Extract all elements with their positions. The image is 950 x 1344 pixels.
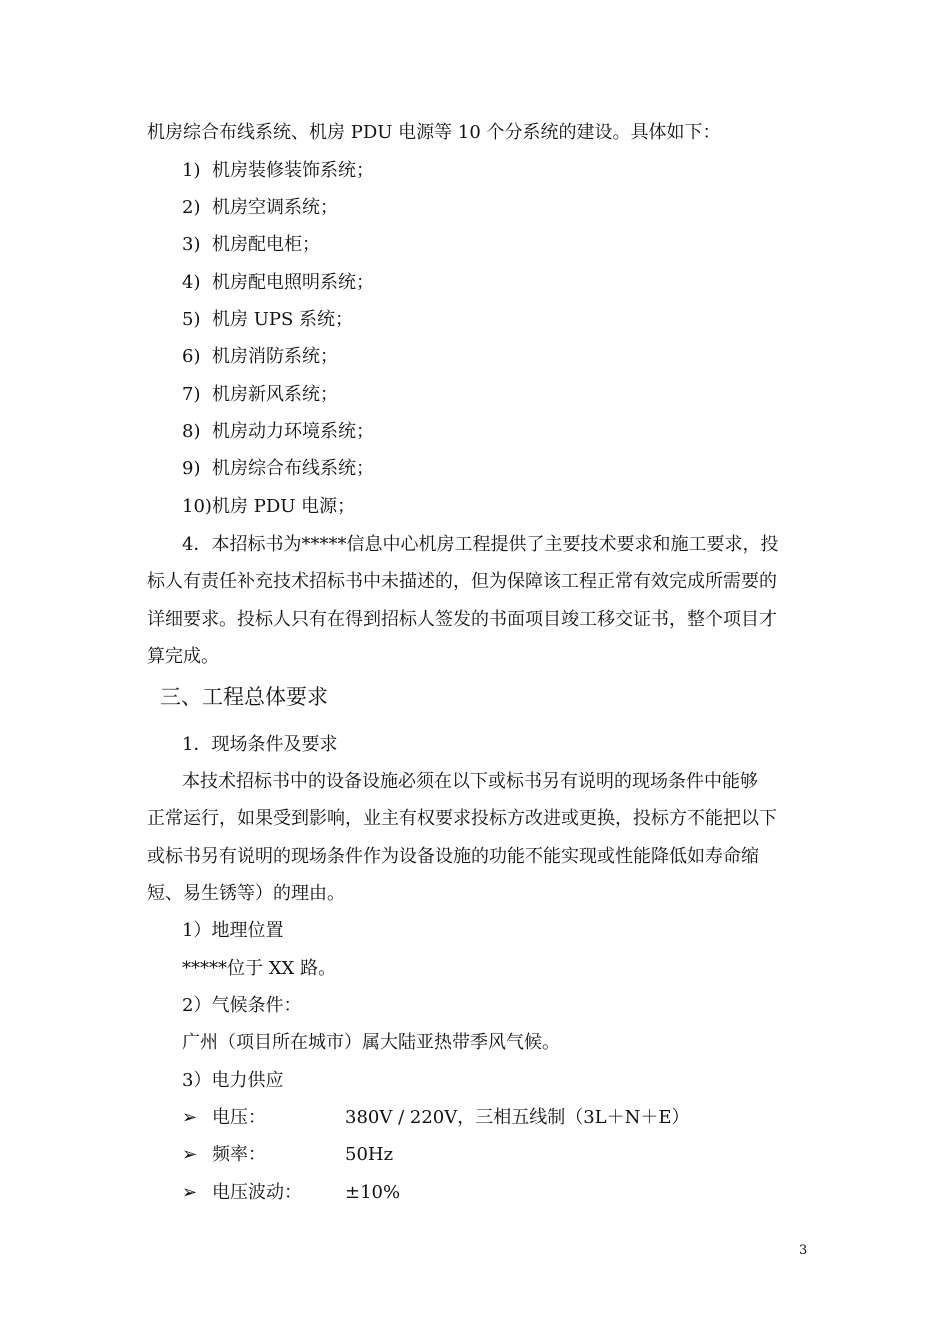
power-item-label: 频率： xyxy=(212,1144,266,1165)
list-text: 机房 UPS 系统； xyxy=(212,309,354,330)
arrow-bullet-icon: ➢ xyxy=(182,1107,198,1128)
list-item xyxy=(182,345,338,369)
intro-line: 机房综合布线系统、机房 PDU 电源等 10 个分系统的建设。具体如下： xyxy=(147,122,721,143)
power-item-value: 50Hz xyxy=(345,1144,394,1165)
list-text: 机房配电照明系统； xyxy=(212,272,374,293)
list-text: 机房综合布线系统； xyxy=(212,458,374,479)
paragraph-line: 正常运行，如果受到影响，业主有权要求投标方改进或更换，投标方不能把以下 xyxy=(147,808,777,829)
list-number: 5) xyxy=(182,309,201,330)
page-number: 3 xyxy=(799,1243,808,1258)
arrow-bullet-icon: ➢ xyxy=(182,1144,198,1165)
list-item xyxy=(182,196,338,220)
geo-text: *****位于 XX 路。 xyxy=(182,958,337,979)
list-number: 7) xyxy=(182,384,201,405)
list-number: 8) xyxy=(182,421,201,442)
list-number: 4) xyxy=(182,272,201,293)
paragraph-line: 4．本招标书为*****信息中心机房工程提供了主要技术要求和施工要求，投 xyxy=(182,534,779,555)
paragraph-line: 短、易生锈等）的理由。 xyxy=(147,883,345,904)
power-title: 3）电力供应 xyxy=(182,1070,284,1091)
list-number: 9) xyxy=(182,458,201,479)
site-conditions-title: 1．现场条件及要求 xyxy=(182,734,338,755)
power-item-value: 380V / 220V，三相五线制（3L＋N＋E） xyxy=(345,1107,690,1128)
geo-title: 1）地理位置 xyxy=(182,920,284,941)
list-text: 机房 PDU 电源； xyxy=(212,496,356,517)
list-number: 3) xyxy=(182,234,201,255)
section-heading: 三、工程总体要求 xyxy=(160,685,328,709)
paragraph-line: 标人有责任补充技术招标书中未描述的，但为保障该工程正常有效完成所需要的 xyxy=(147,571,777,592)
list-number: 1) xyxy=(182,160,201,181)
arrow-bullet-icon: ➢ xyxy=(182,1182,198,1203)
list-item xyxy=(182,420,374,444)
list-item xyxy=(182,233,320,257)
list-item xyxy=(182,159,374,183)
power-item-value: ±10% xyxy=(345,1182,401,1203)
list-text: 机房配电柜； xyxy=(212,234,320,255)
list-number: 6) xyxy=(182,346,201,367)
paragraph-line: 本技术招标书中的设备设施必须在以下或标书另有说明的现场条件中能够 xyxy=(182,771,758,792)
power-item-label: 电压： xyxy=(212,1107,266,1128)
list-item xyxy=(182,457,374,481)
list-text: 机房空调系统； xyxy=(212,197,338,218)
list-item xyxy=(182,271,374,295)
list-number: 10) xyxy=(182,496,212,517)
power-item-label: 电压波动： xyxy=(212,1182,302,1203)
power-item xyxy=(182,1143,393,1167)
paragraph-line: 详细要求。投标人只有在得到招标人签发的书面项目竣工移交证书，整个项目才 xyxy=(147,609,777,630)
list-item xyxy=(182,495,355,519)
power-item xyxy=(182,1106,690,1130)
list-text: 机房新风系统； xyxy=(212,384,338,405)
climate-text: 广州（项目所在城市）属大陆亚热带季风气候。 xyxy=(182,1032,560,1053)
paragraph-line: 或标书另有说明的现场条件作为设备设施的功能不能实现或性能降低如寿命缩 xyxy=(147,846,759,867)
list-text: 机房装修装饰系统； xyxy=(212,160,374,181)
list-text: 机房动力环境系统； xyxy=(212,421,374,442)
list-item xyxy=(182,308,353,332)
climate-title: 2）气候条件： xyxy=(182,995,302,1016)
list-text: 机房消防系统； xyxy=(212,346,338,367)
paragraph-line: 算完成。 xyxy=(147,646,219,667)
list-number: 2) xyxy=(182,197,201,218)
power-item xyxy=(182,1181,400,1205)
list-item xyxy=(182,383,338,407)
